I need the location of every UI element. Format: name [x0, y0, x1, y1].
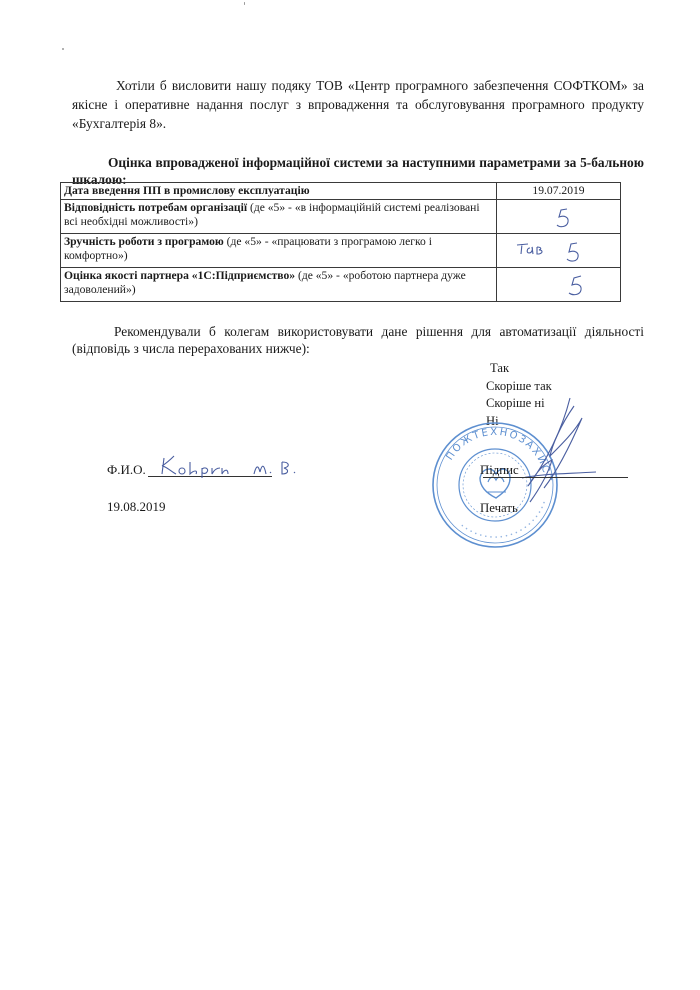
svg-text:• • • • • • • • • • • • • • •: • • • • • • • • • • • • • • • • • • • • — [459, 499, 547, 540]
fio-row — [107, 462, 146, 478]
table-cell-label: Оцінка якості партнера «1С:Підприємство» (де «5» - «роботою партнера дуже задоволений») — [61, 268, 497, 302]
fio-handwriting — [150, 452, 330, 482]
table-cell-value — [497, 268, 621, 302]
handwritten-score-text: так 5 — [557, 256, 560, 257]
scan-speck — [244, 2, 245, 5]
table-cell-value — [497, 234, 621, 268]
table-row — [61, 234, 621, 268]
table-cell-label: Зручність роботи з програмою (де «5» - «працювати з програмою легко і комфортно») — [61, 234, 497, 268]
answer-option-rather-yes[interactable]: Скоріше так — [486, 378, 552, 393]
handwritten-score-text: 5 — [559, 222, 560, 223]
table-row — [61, 268, 621, 302]
fio-value: Кобрин М.В. — [170, 472, 176, 473]
fio-label: Ф.И.О. — [107, 462, 146, 477]
signature-scribble — [500, 390, 620, 520]
recommend-text: Рекомендували б колегам використовувати дане рішення для автоматизації діяльності (відповідь з числа перерахованих нижче): — [72, 324, 644, 356]
signature-label: Підпис — [480, 463, 519, 477]
table-cell-value — [497, 200, 621, 234]
stamp-text: ПОЖТЕХНОЗАХИСТ — [444, 426, 554, 484]
answer-option-yes[interactable]: Так — [490, 361, 510, 375]
handwritten-score — [497, 234, 614, 268]
table-cell-value — [497, 183, 621, 200]
thanks-text: Хотіли б висловити нашу подяку ТОВ «Центр програмного забезпечення СОФТКОМ» за якісне і оперативне надання послуг з впровадження та обслуговування програмного продукту «Бухгалтерія 8». — [72, 78, 644, 131]
table-row — [61, 200, 621, 234]
answer-option-rather-no[interactable]: Скоріше ні — [486, 396, 545, 410]
handwritten-score — [497, 200, 614, 234]
evaluation-title-text: Оцінка впровадженої інформаційної системи за наступними параметрами за 5-бальною шкалою: — [72, 155, 644, 187]
table-cell-label: Дата введення ПП в промислову експлуатацію — [61, 183, 497, 200]
table-row — [61, 183, 621, 200]
scan-speck — [62, 48, 64, 50]
handwritten-score — [497, 268, 614, 302]
document-date: 19.08.2019 — [107, 499, 166, 514]
commissioning-date: 19.07.2019 — [532, 184, 585, 197]
evaluation-table — [60, 182, 621, 302]
handwritten-score-text: 5 — [572, 290, 573, 291]
signature-underline — [483, 477, 628, 478]
table-cell-label: Відповідність потребам організації (де «5» - «в інформаційній системі реалізовані всі необхідні можливості») — [61, 200, 497, 234]
answer-option-no[interactable]: Ні — [486, 413, 499, 428]
recommend-paragraph — [72, 323, 644, 357]
stamp-label: Печать — [480, 501, 518, 515]
thanks-paragraph — [72, 76, 644, 133]
